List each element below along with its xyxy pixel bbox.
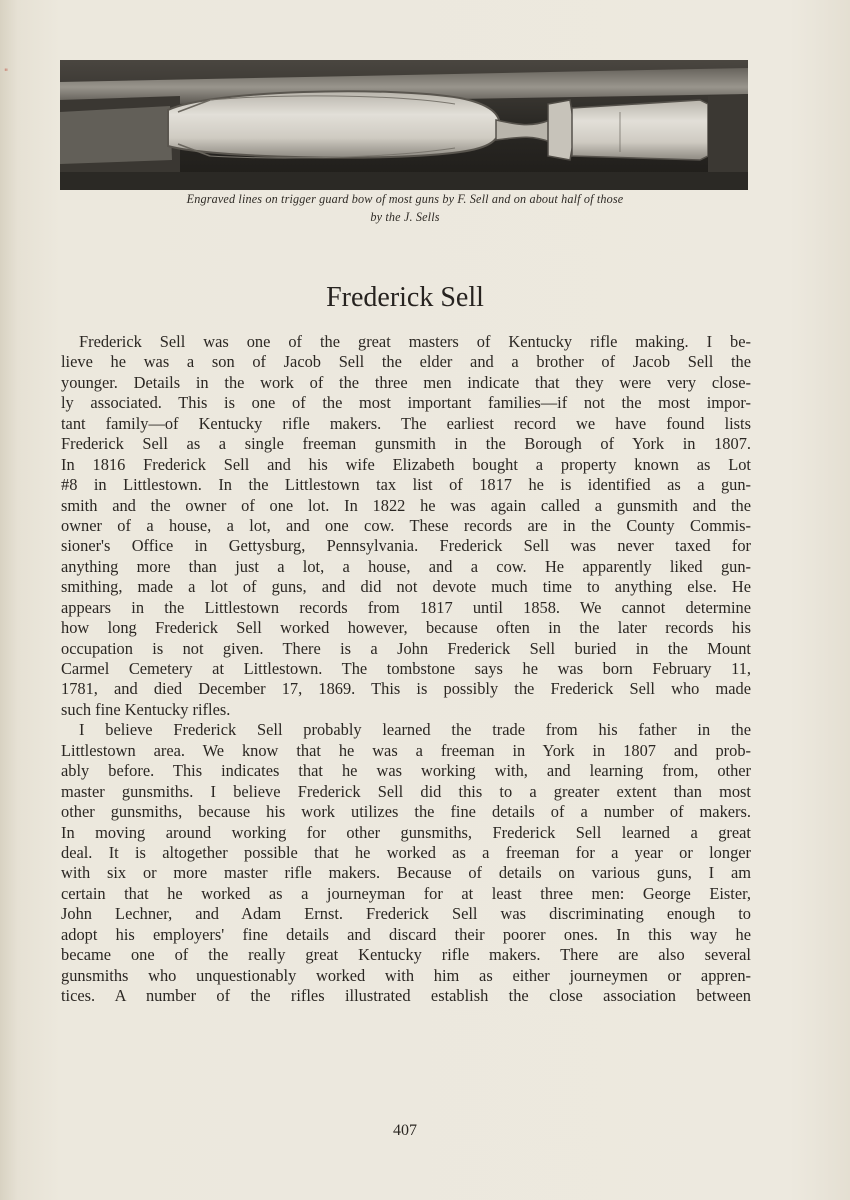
text-line: other gunsmiths, because his work utilizes the fine details of a number of makers. bbox=[61, 802, 751, 822]
article-body bbox=[61, 332, 751, 1006]
paragraph-1 bbox=[61, 332, 751, 720]
photo-caption bbox=[90, 190, 720, 226]
page-title: Frederick Sell bbox=[326, 282, 484, 313]
text-line: lieve he was a son of Jacob Sell the elder and a brother of Jacob Sell the bbox=[61, 352, 751, 372]
text-line: certain that he worked as a journeyman for at least three men: George Eister, bbox=[61, 883, 751, 903]
text-line: owner of a house, a lot, and one cow. These records are in the County Commis- bbox=[61, 515, 751, 535]
text-line: 1781, and died December 17, 1869. This is possibly the Frederick Sell who made bbox=[61, 679, 751, 699]
text-line: master gunsmiths. I believe Frederick Sell did this to a greater extent than most bbox=[61, 781, 751, 801]
text-line: In 1816 Frederick Sell and his wife Elizabeth bought a property known as Lot bbox=[61, 454, 751, 474]
trigger-guard-photo bbox=[60, 60, 748, 190]
text-line: smithing, made a lot of guns, and did not devote much time to anything else. He bbox=[61, 577, 751, 597]
text-line: became one of the really great Kentucky rifle makers. There are also several bbox=[61, 945, 751, 965]
margin-mark-icon: " bbox=[4, 68, 9, 78]
text-line: such fine Kentucky rifles. bbox=[61, 699, 231, 719]
text-line: younger. Details in the work of the three men indicate that they were very close- bbox=[61, 372, 751, 392]
page-number: 407 bbox=[393, 1122, 417, 1139]
text-line: John Lechner, and Adam Ernst. Frederick Sell was discriminating enough to bbox=[61, 904, 751, 924]
text-line: Frederick Sell was one of the great masters of Kentucky rifle making. I be- bbox=[79, 332, 751, 351]
text-line: tant family—of Kentucky rifle makers. The earliest record we have found lists bbox=[61, 413, 751, 433]
text-line: ably before. This indicates that he was working with, and learning from, other bbox=[61, 761, 751, 781]
text-line: adopt his employers' fine details and discard their poorer ones. In this way he bbox=[61, 924, 751, 944]
caption-line-2: by the J. Sells bbox=[370, 210, 440, 224]
text-line: Frederick Sell as a single freeman gunsmith in the Borough of York in 1807. bbox=[61, 434, 751, 454]
text-line: ly associated. This is one of the most important families—if not the most impor- bbox=[61, 393, 751, 413]
text-line: smith and the owner of one lot. In 1822 he was again called a gunsmith and the bbox=[61, 495, 751, 515]
text-line: anything more than just a lot, a house, and a cow. He apparently liked gun- bbox=[61, 556, 751, 576]
text-line: how long Frederick Sell worked however, because often in the later records his bbox=[61, 618, 751, 638]
text-line: deal. It is altogether possible that he worked as a freeman for a year or longer bbox=[61, 842, 751, 862]
text-line: I believe Frederick Sell probably learned the trade from his father in the bbox=[79, 720, 751, 740]
trigger-guard-illustration bbox=[60, 60, 748, 190]
text-line: appears in the Littlestown records from 1817 until 1858. We cannot determine bbox=[61, 597, 751, 617]
text-line: gunsmiths who unquestionably worked with him as either journeymen or appren- bbox=[61, 965, 751, 985]
text-line: In moving around working for other gunsmiths, Frederick Sell learned a great bbox=[61, 822, 751, 842]
text-line: #8 in Littlestown. In the Littlestown tax list of 1817 he is identified as a gun- bbox=[61, 475, 751, 495]
text-line: Carmel Cemetery at Littlestown. The tombstone says he was born February 11, bbox=[61, 659, 751, 678]
text-line: sioner's Office in Gettysburg, Pennsylvania. Frederick Sell was never taxed for bbox=[61, 536, 751, 556]
text-line: tices. A number of the rifles illustrated establish the close association between bbox=[61, 986, 751, 1005]
text-line: occupation is not given. There is a John Frederick Sell buried in the Mount bbox=[61, 638, 751, 658]
text-line: with six or more master rifle makers. Because of details on various guns, I am bbox=[61, 863, 751, 883]
paragraph-2 bbox=[61, 720, 751, 1006]
text-line: Littlestown area. We know that he was a freeman in York in 1807 and prob- bbox=[61, 740, 751, 760]
caption-line-1: Engraved lines on trigger guard bow of most guns by F. Sell and on about half of those bbox=[186, 192, 624, 206]
